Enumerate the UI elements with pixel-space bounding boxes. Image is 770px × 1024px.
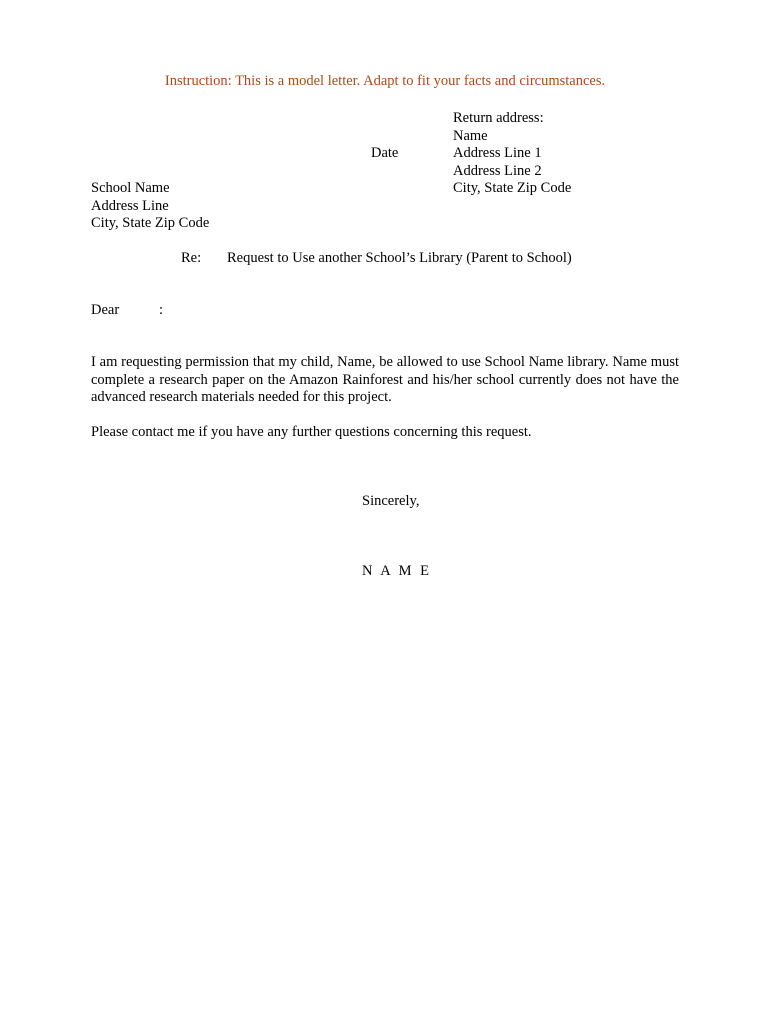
recipient-address-line: Address Line xyxy=(91,197,169,214)
instruction-note: Instruction: This is a model letter. Adapt to fit your facts and circumstances. xyxy=(164,73,606,89)
salutation-word: Dear xyxy=(91,302,120,318)
signature-name: N A M E xyxy=(362,563,432,579)
return-address-block xyxy=(453,110,571,198)
return-address-city: City, State Zip Code xyxy=(453,180,572,196)
date-field: Date xyxy=(371,145,399,161)
return-address-name: Name xyxy=(453,127,488,144)
salutation-colon: : xyxy=(159,302,164,318)
return-address-line2: Address Line 2 xyxy=(453,162,542,179)
recipient-city: City, State Zip Code xyxy=(91,215,210,231)
body-paragraph-2: Please contact me if you have any further questions concerning this request. xyxy=(91,424,532,440)
closing: Sincerely, xyxy=(362,493,420,509)
return-address-line1: Address Line 1 xyxy=(453,145,542,161)
recipient-address-block xyxy=(91,180,209,233)
body-paragraph-1: I am requesting permission that my child, Name, be allowed to use School Name library. Name must complete a research paper on the Amazon Rainforest and his/her school currently does not have the advanced research materials needed for this project. xyxy=(91,354,679,405)
re-subject: Request to Use another School’s Library (Parent to School) xyxy=(227,250,572,266)
return-address-heading: Return address: xyxy=(453,110,544,126)
recipient-school-name: School Name xyxy=(91,180,170,196)
re-label: Re: xyxy=(181,250,202,266)
